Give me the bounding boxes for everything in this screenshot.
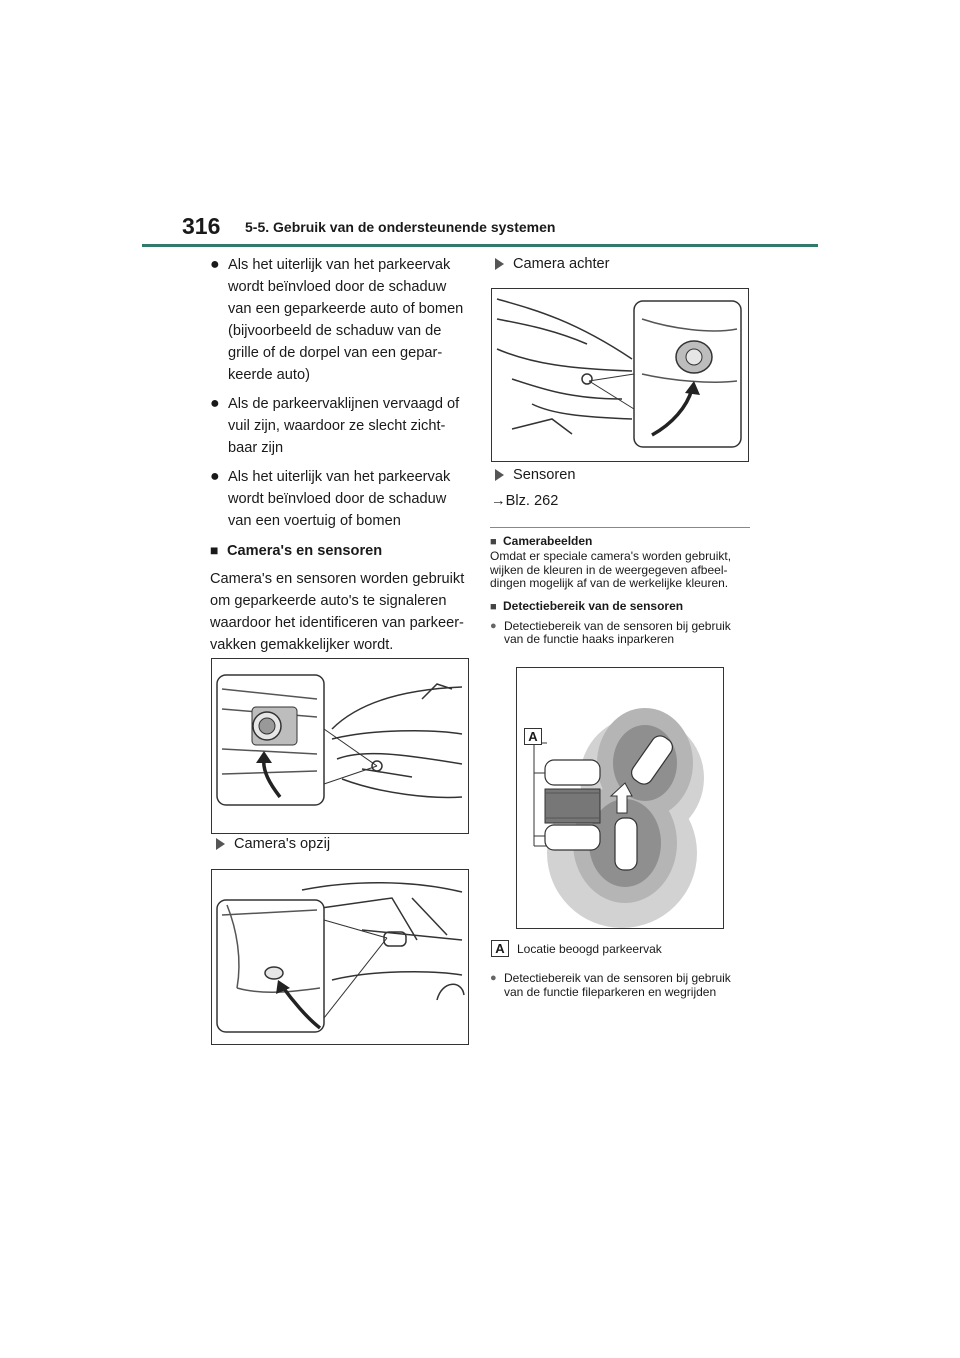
- front-camera-figure: [211, 658, 469, 834]
- bullet-item: [210, 254, 472, 386]
- paragraph: Camera's en sensoren worden gebruikt om geparkeerde auto's te signaleren waardoor het identificeren van parkeer-vakken gemakkelijker wordt.: [210, 571, 465, 653]
- square-bullet-icon: ■: [210, 542, 219, 558]
- section-title: 5-5. Gebruik van de ondersteunende systemen: [245, 219, 556, 235]
- bullet-text: Als de parkeervaklijnen vervaagd of vuil zijn, waardoor ze slecht zicht-baar zijn: [228, 396, 460, 456]
- triangle-bullet-icon: [495, 469, 504, 481]
- legend-row: [491, 940, 662, 957]
- note-text: Omdat er speciale camera's worden gebruikt, wijken de kleuren in de weergegeven afbeel-dingen mogelijk af van de werkelijke kleuren.: [490, 549, 732, 590]
- subheading-text: Camera's en sensoren: [227, 543, 383, 559]
- sensors-label: Sensoren: [489, 464, 575, 486]
- triangle-bullet-icon: [495, 258, 504, 270]
- circle-bullet-icon: ●: [490, 972, 497, 984]
- rear-camera-figure: [491, 288, 749, 462]
- triangle-bullet-icon: [216, 838, 225, 850]
- bullet-item: [210, 393, 472, 459]
- note-heading: ■ Detectiebereik van de sensoren: [490, 598, 684, 613]
- header-rule: [142, 244, 818, 247]
- legend-text: Locatie beoogd parkeervak: [517, 941, 662, 956]
- left-column: [210, 254, 472, 687]
- note-heading: ■ Camerabeelden: [490, 534, 593, 548]
- side-camera-figure: [211, 869, 469, 1045]
- side-camera-illustration: [212, 870, 468, 1044]
- bullet-text: Als het uiterlijk van het parkeervak wordt beïnvloed door de schaduw van een geparkeerde auto of bomen (bijvoorbeeld de schaduw van de grille of de dorpel van een gepar-keerde auto): [228, 257, 464, 383]
- bullet-dot-icon: ●: [210, 256, 220, 273]
- page-number: 316: [182, 213, 221, 239]
- camera-side-label: Camera's opzij: [210, 833, 330, 855]
- page-reference: →Blz. 262: [491, 493, 559, 509]
- bullet-dot-icon: ●: [210, 395, 220, 412]
- bullet-dot-icon: ●: [210, 468, 220, 485]
- notes-divider: [490, 527, 750, 528]
- notes-block: [490, 534, 752, 647]
- label-a-badge: A: [524, 728, 542, 745]
- rear-camera-illustration: [492, 289, 748, 461]
- front-camera-illustration: [212, 659, 468, 833]
- subheading: [210, 539, 472, 562]
- sensor-range-figure: [516, 667, 724, 929]
- note-item: ● Detectiebereik van de sensoren bij gebruik van de functie haaks inparkeren: [490, 618, 731, 646]
- camera-rear-label: Camera achter: [489, 253, 610, 275]
- sensor-range-illustration: [517, 668, 723, 928]
- note-item: ● Detectiebereik van de sensoren bij gebruik van de functie fileparkeren en wegrijden: [490, 971, 731, 999]
- legend-label-a: A: [491, 940, 509, 957]
- square-bullet-icon: ■: [490, 536, 497, 548]
- circle-bullet-icon: ●: [490, 619, 497, 632]
- bullet-text: Als het uiterlijk van het parkeervak wordt beïnvloed door de schaduw van een voertuig of bomen: [228, 469, 451, 529]
- square-bullet-icon: ■: [490, 600, 497, 613]
- bullet-item: [210, 466, 472, 532]
